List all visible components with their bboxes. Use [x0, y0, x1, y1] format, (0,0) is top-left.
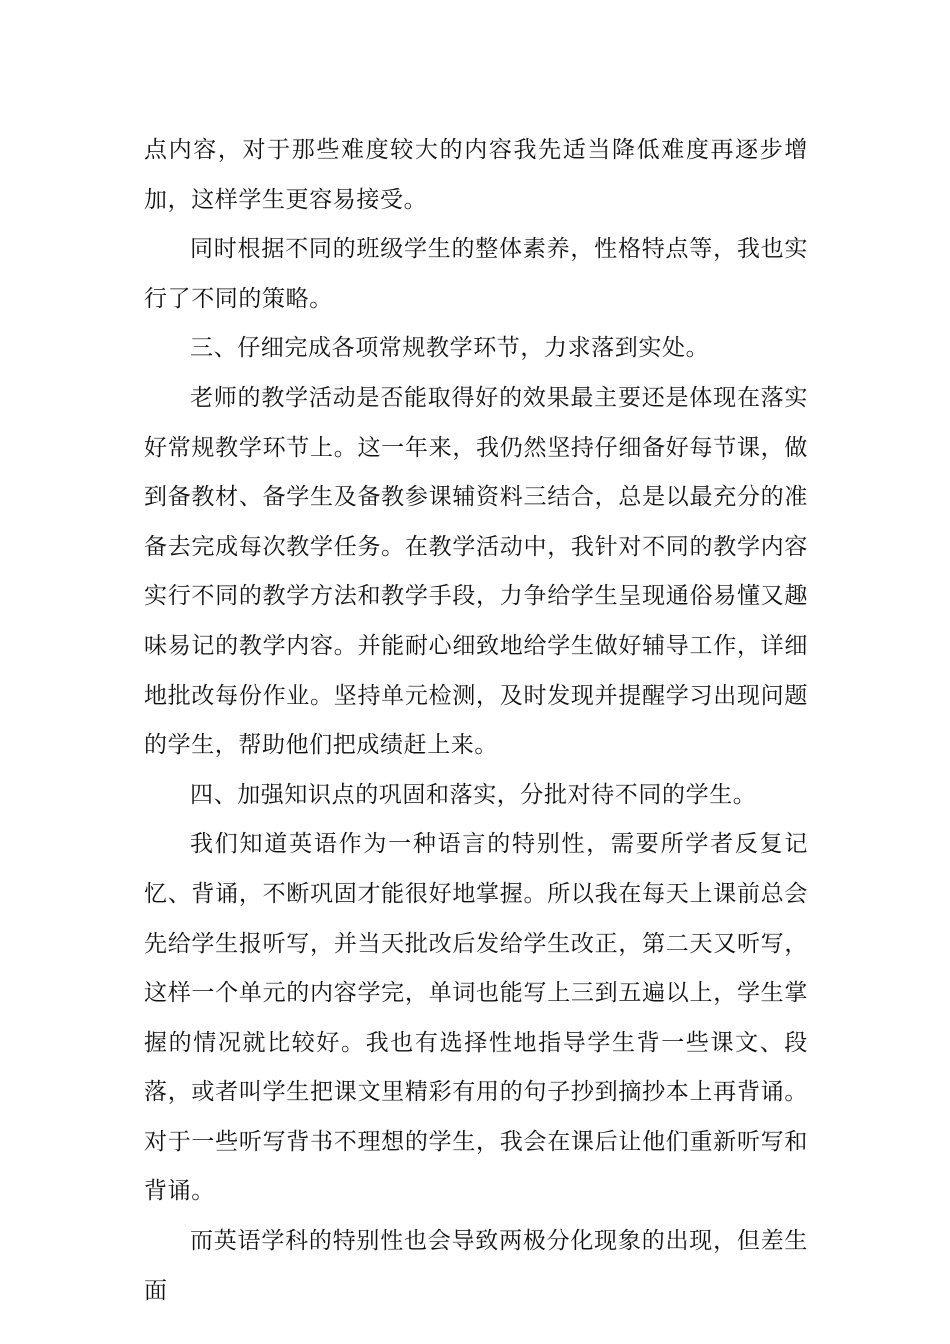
body-text	[144, 126, 808, 1316]
paragraph-continuation: 点内容，对于那些难度较大的内容我先适当降低难度再逐步增加，这样学生更容易接受。	[144, 137, 808, 213]
paragraph: 我们知道英语作为一种语言的特别性，需要所学者反复记忆、背诵，不断巩固才能很好地掌握。所以我在每天上课前总会先给学生报听写，并当天批改后发给学生改正，第二天又听写，这样一个单元的内容学完，单词也能写上三到五遍以上，学生掌握的情况就比较好。我也有选择性地指导学生背一些课文、段落，或者叫学生把课文里精彩有用的句子抄到摘抄本上再背诵。对于一些听写背书不理想的学生，我会在课后让他们重新听写和背诵。	[144, 831, 808, 1205]
section-heading-4: 四、加强知识点的巩固和落实，分批对待不同的学生。	[190, 781, 757, 808]
section-heading-3: 三、仔细完成各项常规教学环节，力求落到实处。	[190, 335, 710, 362]
paragraph-truncated: 而英语学科的特别性也会导致两极分化现象的出现，但差生面	[144, 1228, 808, 1304]
paragraph: 老师的教学活动是否能取得好的效果最主要还是体现在落实好常规教学环节上。这一年来，我仍然坚持仔细备好每节课，做到备教材、备学生及备教参课辅资料三结合，总是以最充分的准备去完成每次教学任务。在教学活动中，我针对不同的教学内容实行不同的教学方法和教学手段，力争给学生呈现通俗易懂又趣味易记的教学内容。并能耐心细致地给学生做好辅导工作，详细地批改每份作业。坚持单元检测，及时发现并提醒学习出现问题的学生，帮助他们把成绩赶上来。	[144, 384, 808, 759]
paragraph: 同时根据不同的班级学生的整体素养，性格特点等，我也实行了不同的策略。	[144, 236, 808, 312]
